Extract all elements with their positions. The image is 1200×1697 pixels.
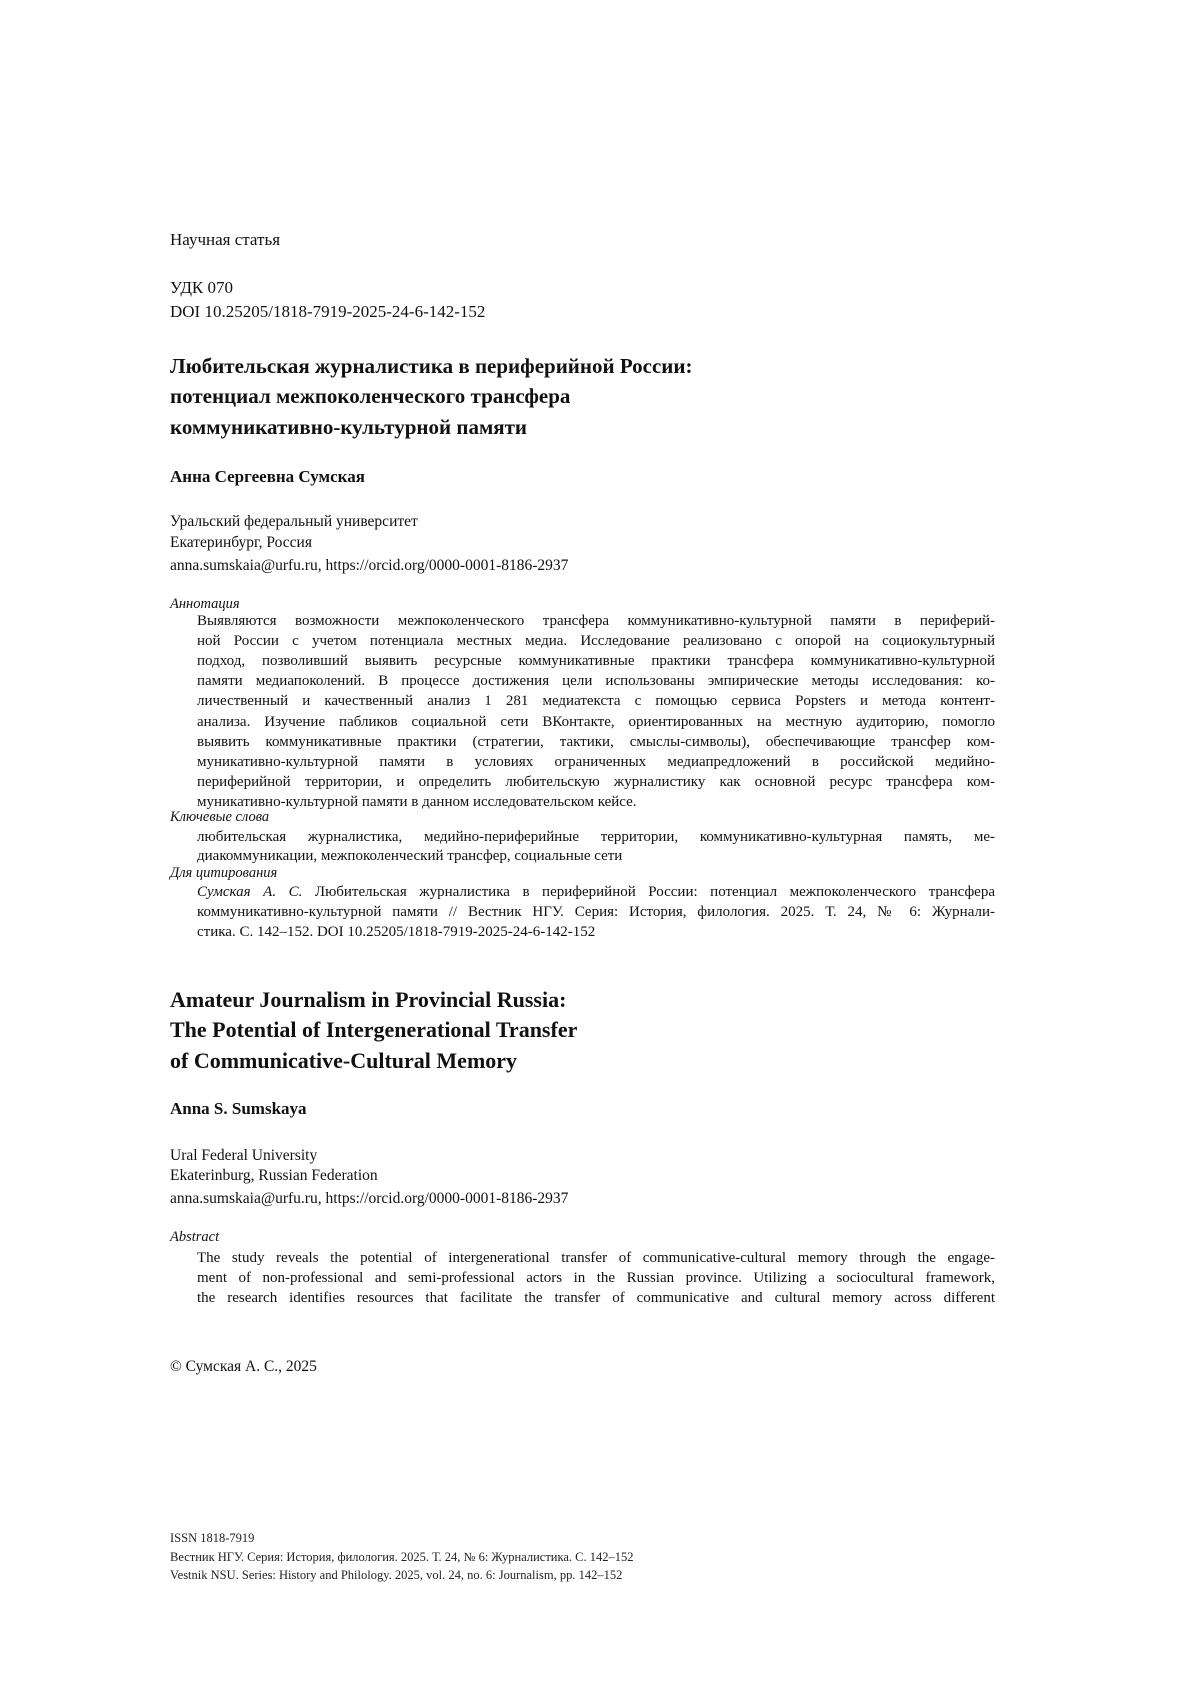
en-title-line: Amateur Journalism in Provincial Russia: bbox=[170, 987, 566, 1013]
ru-abstract-line: муникативно-культурной памяти в данном исследовательском кейсе. bbox=[197, 794, 995, 811]
en-contacts: anna.sumskaia@urfu.ru, https://orcid.org/0000-0001-8186-2937 bbox=[170, 1190, 568, 1208]
ru-abstract-line: выявить коммуникативные практики (стратегии, тактики, смыслы-символы), обеспечивающие трансфер ком- bbox=[197, 734, 995, 751]
ru-abstract-line: муникативно-культурной памяти в условиях ограниченных медиапредложений в российской медийно- bbox=[197, 754, 995, 771]
footer-en-ref: Vestnik NSU. Series: History and Philology. 2025, vol. 24, no. 6: Journalism, pp. 142–152 bbox=[170, 1568, 622, 1583]
ru-keywords-label: Ключевые слова bbox=[170, 809, 269, 826]
ru-citation-line: коммуникативно-культурной памяти // Вестник НГУ. Серия: История, филология. 2025. Т. 24, № 6: Журнали- bbox=[197, 904, 995, 921]
en-affiliation: Ural Federal University bbox=[170, 1147, 317, 1165]
doi: DOI 10.25205/1818-7919-2025-24-6-142-152 bbox=[170, 302, 485, 322]
article-type: Научная статья bbox=[170, 230, 280, 250]
en-title-line: The Potential of Intergenerational Transfer bbox=[170, 1017, 577, 1043]
en-abstract-line: the research identifies resources that facilitate the transfer of communicative and cultural memory across different bbox=[197, 1290, 995, 1307]
ru-title-line: коммуникативно-культурной памяти bbox=[170, 415, 527, 440]
ru-abstract-label: Аннотация bbox=[170, 596, 240, 613]
ru-abstract-line: ной России с учетом потенциала местных медиа. Исследование реализовано с опорой на социокультурный bbox=[197, 633, 995, 650]
ru-author: Анна Сергеевна Сумская bbox=[170, 467, 365, 487]
en-title-line: of Communicative-Cultural Memory bbox=[170, 1048, 517, 1074]
en-abstract-line: ment of non-professional and semi-professional actors in the Russian province. Utilizing a sociocultural framework, bbox=[197, 1270, 995, 1287]
ru-city: Екатеринбург, Россия bbox=[170, 534, 312, 552]
ru-affiliation: Уральский федеральный университет bbox=[170, 513, 418, 531]
footer-issn: ISSN 1818-7919 bbox=[170, 1531, 254, 1546]
ru-abstract-line: личественный и качественный анализ 1 281 медиатекста с помощью сервиса Popsters и метода контент- bbox=[197, 693, 995, 710]
ru-abstract-line: периферийной территории, и определить любительскую журналистику как основной ресурс трансфера ком- bbox=[197, 774, 995, 791]
ru-contacts: anna.sumskaia@urfu.ru, https://orcid.org/0000-0001-8186-2937 bbox=[170, 557, 568, 575]
ru-abstract-line: Выявляются возможности межпоколенческого трансфера коммуникативно-культурной памяти в периферий- bbox=[197, 613, 995, 630]
ru-citation-label: Для цитирования bbox=[170, 865, 277, 882]
copyright: © Сумская А. С., 2025 bbox=[170, 1358, 317, 1376]
ru-abstract-line: анализа. Изучение пабликов социальной сети ВКонтакте, ориентированных на местную аудиторию, помогло bbox=[197, 714, 995, 731]
ru-abstract-line: подход, позволивший выявить ресурсные коммуникативные практики трансфера коммуникативно-культурной bbox=[197, 653, 995, 670]
ru-title-line: Любительская журналистика в периферийной России: bbox=[170, 354, 692, 379]
ru-keywords-line: любительская журналистика, медийно-периферийные территории, коммуникативно-культурная память, ме- bbox=[197, 829, 995, 846]
udk: УДК 070 bbox=[170, 278, 233, 298]
en-author: Anna S. Sumskaya bbox=[170, 1099, 307, 1119]
en-abstract-line: The study reveals the potential of intergenerational transfer of communicative-cultural memory through the engage- bbox=[197, 1250, 995, 1267]
en-abstract-label: Abstract bbox=[170, 1229, 219, 1246]
citation-author: Сумская А. С. bbox=[197, 884, 302, 900]
ru-citation-line: стика. С. 142–152. DOI 10.25205/1818-7919-2025-24-6-142-152 bbox=[197, 924, 995, 941]
en-city: Ekaterinburg, Russian Federation bbox=[170, 1167, 378, 1185]
ru-citation-line: Сумская А. С. Любительская журналистика в периферийной России: потенциал межпоколенческого трансфера bbox=[197, 884, 995, 901]
ru-abstract-line: памяти медиапоколений. В процессе достижения цели использованы эмпирические методы исследования: ко- bbox=[197, 673, 995, 690]
ru-keywords-line: диакоммуникации, межпоколенческий трансфер, социальные сети bbox=[197, 848, 995, 865]
footer-ru-ref: Вестник НГУ. Серия: История, филология. 2025. Т. 24, № 6: Журналистика. С. 142–152 bbox=[170, 1550, 634, 1565]
ru-title-line: потенциал межпоколенческого трансфера bbox=[170, 384, 570, 409]
